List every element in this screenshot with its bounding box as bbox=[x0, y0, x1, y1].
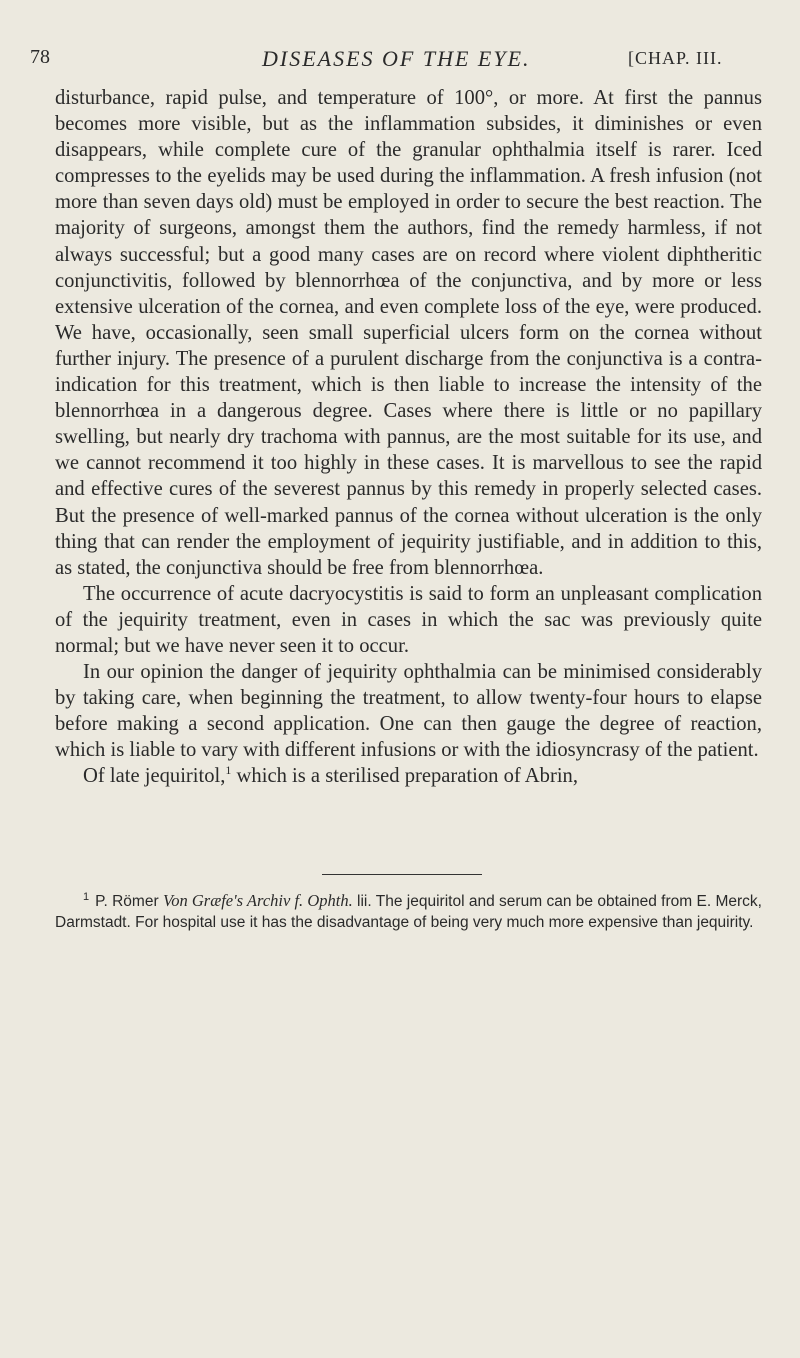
footnote-reference-mark: 1 bbox=[225, 763, 232, 778]
paragraph-jequiritol bbox=[55, 763, 762, 789]
footnote-divider bbox=[322, 874, 482, 875]
footnote bbox=[55, 891, 762, 933]
chapter-reference: [CHAP. III. bbox=[628, 48, 723, 68]
jequiritol-text-end: which is a sterilised preparation of Abrin, bbox=[231, 765, 578, 788]
footnote-text: lii. The jequiritol and serum can be obtained from E. Merck, Darmstadt. For hospital use it has the disadvantage of being very much more expensive than jequirity. bbox=[55, 893, 762, 931]
jequiritol-text-start: Of late jequiritol, bbox=[83, 765, 226, 788]
footnote-source: Von Græfe's Archiv f. Ophth. bbox=[162, 891, 353, 910]
page-number: 78 bbox=[30, 46, 50, 68]
running-title: DISEASES OF THE EYE. bbox=[262, 46, 531, 71]
footnote-author: P. Römer bbox=[95, 893, 159, 910]
paragraph-dacryocystitis: The occurrence of acute dacryocystitis is said to form an unpleasant complication of the jequirity treatment, even in cases in which the sac was previously quite normal; but we have never seen it to occur. bbox=[55, 582, 762, 657]
paragraph-continuation: disturbance, rapid pulse, and temperature of 100°, or more. At first the pannus becomes more visible, but as the inflammation subsides, it diminishes or even disappears, while complete cure of the granular ophthalmia itself is rarer. Iced compresses to the eyelids may be used during the inflammation. A fresh infusion (not more than seven days old) must be employed in order to secure the best reaction. The majority of surgeons, amongst them the authors, find the remedy harmless, if not always successful; but a good many cases are on record where violent diphtheritic conjunctivitis, followed by blennorrhœa of the conjunctiva, and by more or less extensive ulceration of the cornea, and even complete loss of the eye, were produced. We have, occasionally, seen small superficial ulcers form on the cornea without further injury. The presence of a purulent discharge from the conjunctiva is a contra-indication for this treatment, which is then liable to increase the intensity of the blennorrhœa in a dangerous degree. Cases where there is little or no papillary swelling, but nearly dry trachoma with pannus, are the most suitable for its use, and we cannot recommend it too highly in these cases. It is marvellous to see the rapid and effective cures of the severest pannus by this remedy in properly selected cases. But the presence of well-marked pannus of the cornea without ulceration is the only thing that can render the employment of jequirity justifiable, and in addition to this, as stated, the conjunctiva should be free from blennorrhœa. bbox=[55, 87, 762, 579]
running-head bbox=[30, 46, 770, 76]
paragraph-danger-minimised: In our opinion the danger of jequirity ophthalmia can be minimised considerably by taking care, when beginning the treatment, to allow twenty-four hours to elapse before making a second application. One can then gauge the degree of reaction, which is liable to vary with different infusions or with the idiosyncrasy of the patient. bbox=[55, 661, 762, 762]
body-text bbox=[55, 85, 762, 790]
footnote-mark: 1 bbox=[83, 890, 90, 903]
